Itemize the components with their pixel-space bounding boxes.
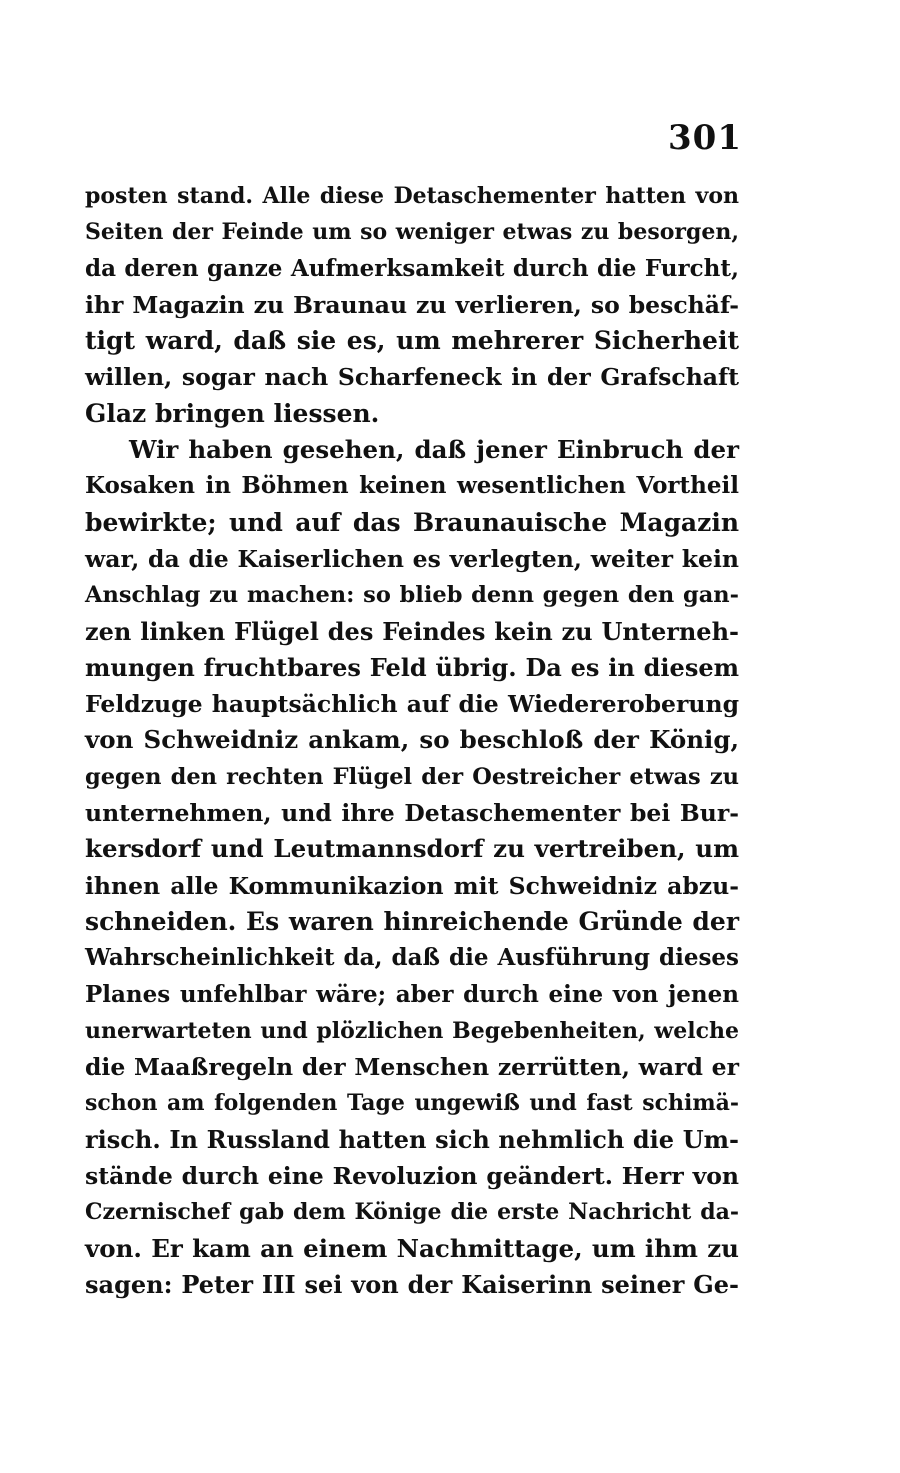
text-line: schneiden. Es waren hinreichende Gründe der bbox=[85, 906, 739, 936]
text-line: tigt ward, daß sie es, um mehrerer Sicherheit bbox=[85, 326, 739, 356]
text-line: Planes unfehlbar wäre; aber durch eine von jenen bbox=[85, 980, 739, 1008]
text-line: gegen den rechten Flügel der Oestreicher etwas zu bbox=[85, 763, 739, 790]
page-number: 301 bbox=[668, 118, 742, 158]
text-line: stände durch eine Revoluzion geändert. Herr von bbox=[85, 1162, 739, 1191]
text-line: Wahrscheinlichkeit da, daß die Ausführung dieses bbox=[85, 944, 739, 972]
body-text bbox=[85, 178, 739, 1303]
text-line: sagen: Peter III sei von der Kaiserinn seiner Ge- bbox=[85, 1269, 739, 1299]
text-line: ihr Magazin zu Braunau zu verlieren, so beschäf- bbox=[85, 290, 739, 319]
text-line: Anschlag zu machen: so blieb denn gegen den gan- bbox=[85, 582, 739, 609]
text-line: zen linken Flügel des Feindes kein zu Unterneh- bbox=[85, 616, 739, 646]
text-line: Kosaken in Böhmen keinen wesentlichen Vortheil bbox=[85, 472, 739, 500]
text-line: willen, sogar nach Scharfeneck in der Grafschaft bbox=[85, 363, 739, 392]
text-line: ihnen alle Kommunikazion mit Schweidniz abzu- bbox=[85, 871, 739, 900]
text-line: Feldzuge hauptsächlich auf die Wiedereroberung bbox=[85, 690, 739, 719]
text-line: unternehmen, und ihre Detaschementer bei Bur- bbox=[85, 799, 739, 828]
text-line: da deren ganze Aufmerksamkeit durch die Furcht, bbox=[85, 254, 739, 282]
text-line: unerwarteten und plözlichen Begebenheiten, welche bbox=[85, 1017, 739, 1044]
text-line: risch. In Russland hatten sich nehmlich die Um- bbox=[85, 1124, 739, 1154]
text-line: mungen fruchtbares Feld übrig. Da es in diesem bbox=[85, 652, 739, 682]
text-line: Glaz bringen liessen. bbox=[85, 398, 380, 428]
text-line: war, da die Kaiserlichen es verlegten, weiter kein bbox=[85, 544, 739, 573]
text-line: schon am folgenden Tage ungewiß und fast schimä- bbox=[85, 1090, 739, 1117]
text-line: bewirkte; und auf das Braunauische Magazin bbox=[85, 507, 739, 537]
text-line: posten stand. Alle diese Detaschementer hatten von bbox=[85, 183, 739, 209]
text-line: die Maaßregeln der Menschen zerrütten, ward er bbox=[85, 1053, 739, 1082]
text-line: Czernischef gab dem Könige die erste Nachricht da- bbox=[85, 1199, 739, 1226]
text-line: kersdorf und Leutmannsdorf zu vertreiben, um bbox=[85, 834, 739, 864]
text-line: Seiten der Feinde um so weniger etwas zu besorgen, bbox=[85, 219, 739, 246]
paragraph-first-line: Wir haben gesehen, daß jener Einbruch der bbox=[129, 435, 739, 465]
text-line: von Schweidniz ankam, so beschloß der König, bbox=[85, 725, 739, 755]
text-line: von. Er kam an einem Nachmittage, um ihm zu bbox=[85, 1233, 739, 1263]
